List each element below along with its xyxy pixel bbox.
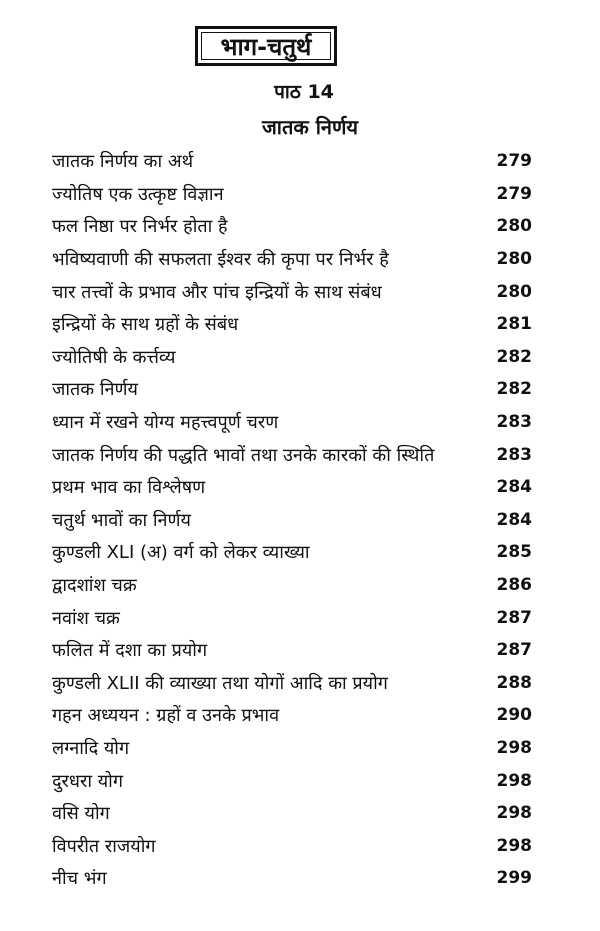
toc-entry-page: 279 (496, 151, 532, 172)
toc-entry-title: नवांश चक्र (52, 607, 120, 629)
toc-entry-title: विपरीत राजयोग (52, 835, 156, 857)
toc-entry-page: 287 (496, 640, 532, 661)
toc-entry-title: चार तत्त्वों के प्रभाव और पांच इन्द्रियों के साथ संबंध (52, 281, 382, 303)
part-title-box (195, 26, 337, 66)
toc-entry (52, 438, 532, 471)
toc-entry-title: इन्द्रियों के साथ ग्रहों के संबंध (52, 314, 239, 336)
toc-entry-title: जातक निर्णय (52, 379, 138, 401)
toc-entry-title: नीच भंग (52, 868, 107, 890)
toc-entry (52, 471, 532, 504)
toc-entry-page: 280 (496, 281, 532, 302)
toc-entry-page: 279 (496, 183, 532, 204)
toc-entry-page: 298 (496, 770, 532, 791)
toc-entry (52, 178, 532, 211)
chapter-title: जातक निर्णय (261, 115, 359, 139)
toc-entry (52, 243, 532, 276)
toc-entry-title: भविष्यवाणी की सफलता ईश्वर की कृपा पर निर्भर है (52, 249, 389, 271)
toc-entry-page: 298 (496, 835, 532, 856)
toc-entry-title: जातक निर्णय का अर्थ (52, 151, 194, 173)
toc-entry-page: 290 (496, 705, 532, 726)
toc-entry (52, 797, 532, 830)
toc-entry-page: 285 (496, 542, 532, 563)
toc-entry-page: 284 (496, 509, 532, 530)
toc-entry-page: 281 (496, 314, 532, 335)
toc-entry-page: 280 (496, 249, 532, 270)
toc-entry-page: 299 (496, 868, 532, 889)
toc-entry-page: 282 (496, 379, 532, 400)
toc-entry-title: गहन अध्ययन : ग्रहों व उनके प्रभाव (52, 705, 280, 727)
toc-entry-page: 283 (496, 412, 532, 433)
toc-entry (52, 210, 532, 243)
toc-entry-page: 288 (496, 672, 532, 693)
toc-entry (52, 667, 532, 700)
toc-entry-title: लग्नादि योग (52, 737, 130, 759)
toc-entry (52, 634, 532, 667)
toc-entry (52, 732, 532, 765)
toc-entry-page: 298 (496, 803, 532, 824)
toc-entry-title: जातक निर्णय की पद्धति भावों तथा उनके कारकों की स्थिति (52, 444, 435, 466)
toc-entry-title: कुण्डली XLI (अ) वर्ग को लेकर व्याख्या (52, 542, 310, 564)
toc-entry-title: कुण्डली XLII की व्याख्या तथा योगों आदि का प्रयोग (52, 672, 388, 694)
toc-entry-title: फलित में दशा का प्रयोग (52, 640, 208, 662)
toc-entry-title: ज्योतिषी के कर्त्तव्य (52, 346, 176, 368)
toc-entry-page: 287 (496, 607, 532, 628)
toc-entry (52, 373, 532, 406)
toc-entry-title: चतुर्थ भावों का निर्णय (52, 509, 191, 531)
toc-entry (52, 145, 532, 178)
toc-entry-title: वसि योग (52, 803, 110, 825)
toc-entry (52, 275, 532, 308)
toc-entry-page: 283 (496, 444, 532, 465)
toc-entry-page: 282 (496, 346, 532, 367)
lesson-number: पाठ 14 (274, 81, 334, 103)
toc-entry (52, 764, 532, 797)
toc-entry-page: 280 (496, 216, 532, 237)
toc-entry-title: द्वादशांश चक्र (52, 575, 137, 597)
toc-entry (52, 536, 532, 569)
toc-entry (52, 569, 532, 602)
toc-entry-page: 298 (496, 737, 532, 758)
toc-entry (52, 699, 532, 732)
toc-entry-page: 284 (496, 477, 532, 498)
toc-entry-page: 286 (496, 575, 532, 596)
toc-entry-title: प्रथम भाव का विश्लेषण (52, 477, 206, 499)
toc-entry-title: ज्योतिष एक उत्कृष्ट विज्ञान (52, 183, 224, 205)
toc-entry (52, 308, 532, 341)
toc-entry-title: दुरधरा योग (52, 770, 123, 792)
toc-entry (52, 406, 532, 439)
toc-entry (52, 601, 532, 634)
toc-entry (52, 862, 532, 895)
table-of-contents (52, 145, 532, 895)
toc-entry (52, 341, 532, 374)
toc-entry-title: फल निष्ठा पर निर्भर होता है (52, 216, 228, 238)
part-title: भाग-चतुर्थ (220, 32, 312, 61)
toc-entry (52, 504, 532, 537)
toc-entry (52, 829, 532, 862)
toc-entry-title: ध्यान में रखने योग्य महत्त्वपूर्ण चरण (52, 412, 279, 434)
